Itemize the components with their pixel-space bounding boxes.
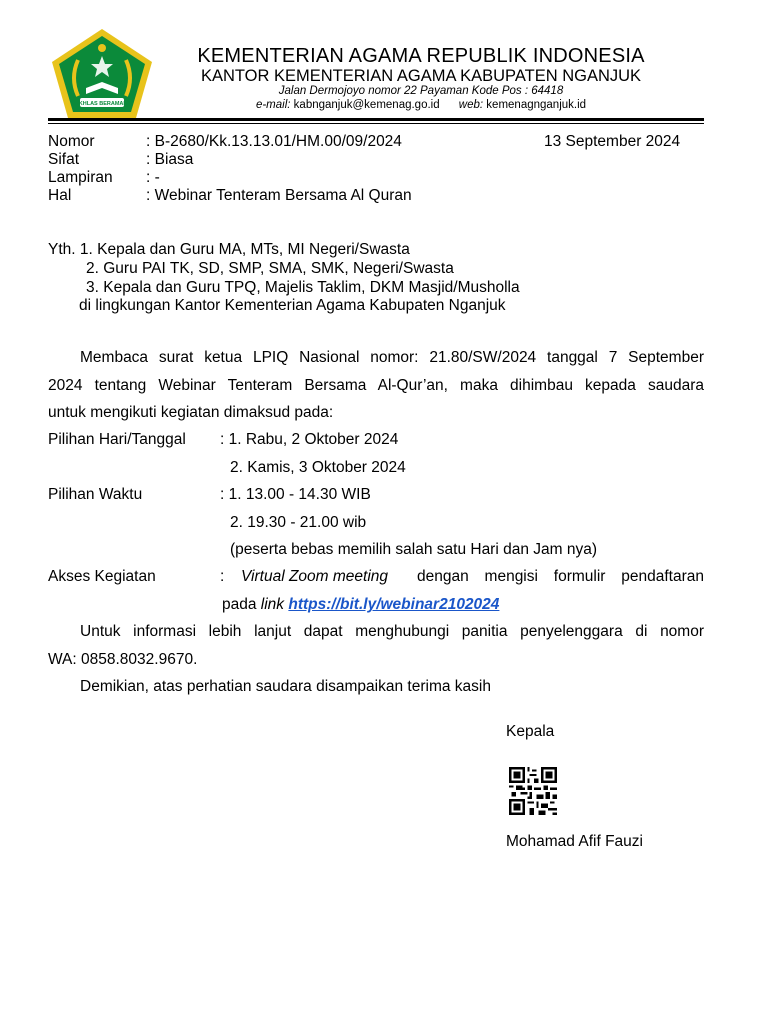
email-label: e-mail: — [255, 99, 291, 111]
hari-option-1: : 1. Rabu, 2 Oktober 2024 — [220, 431, 399, 448]
waktu-option-2: 2. 19.30 - 21.00 wib — [230, 514, 367, 531]
waktu-option-1: : 1. 13.00 - 14.30 WIB — [220, 486, 371, 503]
web-label: web: — [458, 99, 484, 111]
office-address: Jalan Dermojoyo nomor 22 Payaman Kode Pos : 64418 — [278, 85, 564, 97]
waktu-label: Pilihan Waktu — [48, 486, 143, 503]
info-line-1: Untuk informasi lebih lanjut dapat menghubungi panitia penyelenggara di nomor — [80, 623, 704, 640]
ministry-name: KEMENTERIAN AGAMA REPUBLIK INDONESIA — [197, 45, 645, 67]
registration-link[interactable]: https://bit.ly/webinar2102024 — [288, 596, 500, 613]
para1-line-2: 2024 tentang Webinar Tenteram Bersama Al-Qur’an, maka dihimbau kepada saudara — [48, 377, 704, 394]
closing-line: Demikian, atas perhatian saudara disampaikan terima kasih — [80, 678, 491, 695]
lampiran-label: Lampiran — [48, 169, 113, 186]
logo-motto: IKHLAS BERAMAL — [77, 101, 127, 107]
qr-code-icon — [509, 767, 557, 815]
hal-value: : Webinar Tenteram Bersama Al Quran — [146, 187, 412, 204]
akses-colon: : — [220, 568, 225, 585]
para1-line-1: Membaca surat ketua LPIQ Nasional nomor: 21.80/SW/2024 tanggal 7 September — [80, 349, 704, 366]
recipient-line-1: Yth. 1. Kepala dan Guru MA, MTs, MI Negeri/Swasta — [48, 241, 410, 258]
hari-option-2: 2. Kamis, 3 Oktober 2024 — [230, 459, 406, 476]
lampiran-value: : - — [146, 169, 160, 186]
akses-pada: pada — [222, 596, 257, 613]
nomor-label: Nomor — [48, 133, 95, 150]
office-name: KANTOR KEMENTERIAN AGAMA KABUPATEN NGANJUK — [200, 67, 642, 85]
signatory-name: Mohamad Afif Fauzi — [506, 833, 643, 850]
signature-title: Kepala — [506, 723, 555, 740]
sifat-value: : Biasa — [146, 151, 194, 168]
sifat-label: Sifat — [48, 151, 80, 168]
hal-label: Hal — [48, 187, 72, 204]
akses-rest: dengan mengisi formulir pendaftaran — [417, 568, 704, 585]
header-rule-thick — [48, 118, 704, 121]
info-line-2: WA: 0858.8032.9670. — [48, 651, 198, 668]
akses-line-2 — [222, 596, 499, 614]
web-address[interactable]: kemenagnganjuk.id — [486, 99, 587, 111]
kemenag-logo — [48, 26, 156, 122]
hari-label: Pilihan Hari/Tanggal — [48, 431, 186, 448]
letter-date: 13 September 2024 — [544, 133, 681, 150]
akses-label: Akses Kegiatan — [48, 568, 156, 585]
recipient-line-3: 3. Kepala dan Guru TPQ, Majelis Taklim, DKM Masjid/Musholla — [86, 279, 520, 296]
contact-line — [158, 99, 684, 111]
recipient-line-2: 2. Guru PAI TK, SD, SMP, SMA, SMK, Negeri/Swasta — [86, 260, 454, 277]
para1-line-3: untuk mengikuti kegiatan dimaksud pada: — [48, 404, 334, 421]
header-rule-thin — [48, 123, 704, 124]
email-address[interactable]: kabnganjuk@kemenag.go.id — [293, 99, 440, 111]
recipient-line-4: di lingkungan Kantor Kementerian Agama Kabupaten Nganjuk — [79, 297, 506, 314]
waktu-note: (peserta bebas memilih salah satu Hari dan Jam nya) — [230, 541, 598, 558]
akses-link-word: link — [260, 596, 285, 613]
akses-zoom: Virtual Zoom meeting — [241, 568, 389, 585]
nomor-value: : B-2680/Kk.13.13.01/HM.00/09/2024 — [146, 133, 402, 150]
